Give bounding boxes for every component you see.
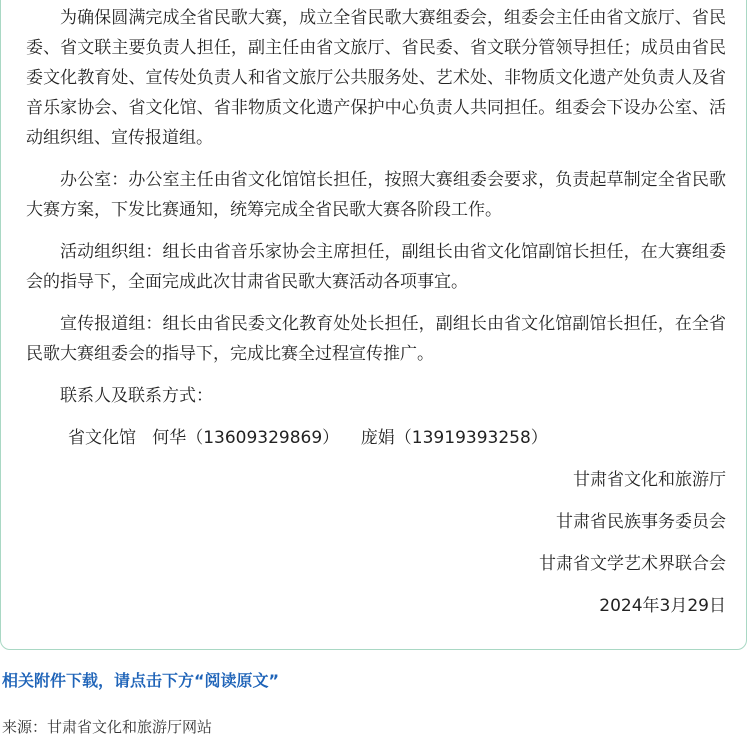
signature-ethnic-affairs: 甘肃省民族事务委员会 xyxy=(556,512,726,532)
paragraph-office: 办公室：办公室主任由省文化馆馆长担任，按照大赛组委会要求，负责起草制定全省民歌大赛方案，下发比赛通知，统筹完成全省民歌大赛各阶段工作。 xyxy=(26,170,726,220)
attachment-download-link[interactable]: 相关附件下载，请点击下方“阅读原文” xyxy=(2,671,280,690)
contact-info: 省文化馆 何华（13609329869） 庞娟（13919393258） xyxy=(68,428,548,448)
document-date: 2024年3月29日 xyxy=(599,596,726,616)
signature-literature-art: 甘肃省文学艺术界联合会 xyxy=(539,554,726,574)
paragraph-activity-group: 活动组织组：组长由省音乐家协会主席担任，副组长由省文化馆副馆长担任，在大赛组委会的指导下，全面完成此次甘肃省民歌大赛活动各项事宜。 xyxy=(26,242,726,292)
contact-heading: 联系人及联系方式： xyxy=(60,386,213,406)
source-credit: 来源：甘肃省文化和旅游厅网站 xyxy=(2,718,213,736)
signature-culture-tourism: 甘肃省文化和旅游厅 xyxy=(573,470,726,490)
paragraph-committee: 为确保圆满完成全省民歌大赛，成立全省民歌大赛组委会，组委会主任由省文旅厅、省民委、省文联主要负责人担任，副主任由省文旅厅、省民委、省文联分管领导担任；成员由省民委文化教育处、宣传处负责人和省文旅厅公共服务处、艺术处、非物质文化遗产处负责人及省音乐家协会、省文化馆、省非物质文化遗产保护中心负责人共同担任。组委会下设办公室、活动组织组、宣传报道组。 xyxy=(26,8,726,148)
paragraph-publicity-group: 宣传报道组：组长由省民委文化教育处处长担任，副组长由省文化馆副馆长担任，在全省民歌大赛组委会的指导下，完成比赛全过程宣传推广。 xyxy=(26,314,726,364)
